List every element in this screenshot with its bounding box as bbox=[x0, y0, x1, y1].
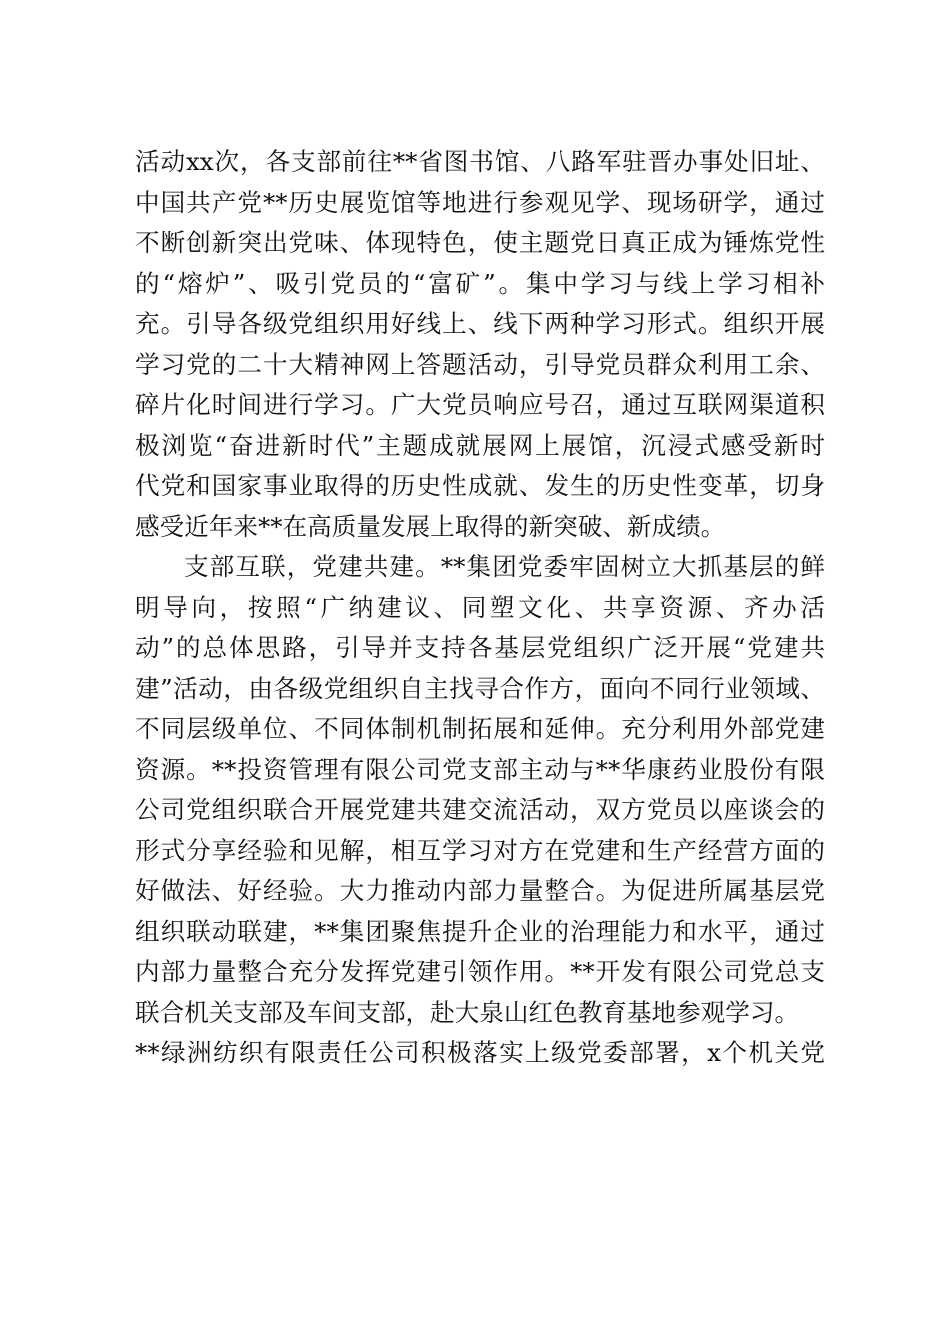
text-line: 明导向，按照“广纳建议、同塑文化、共享资源、齐办活 bbox=[135, 592, 825, 622]
text-line: 不同层级单位、不同体制机制拓展和延伸。充分利用外部党建 bbox=[135, 714, 825, 743]
text-line: 联合机关支部及车间支部，赴大泉山红色教育基地参观学习。 bbox=[135, 997, 800, 1027]
text-line: 活动xx次，各支部前往**省图书馆、八路军驻晋办事处旧址、 bbox=[135, 147, 825, 176]
text-line: 组织联动联建，**集团聚焦提升企业的治理能力和水平，通过 bbox=[135, 916, 825, 946]
text-line: 公司党组织联合开展党建共建交流活动，双方党员以座谈会的 bbox=[135, 795, 825, 824]
text-line: 感受近年来**在高质量发展上取得的新突破、新成绩。 bbox=[135, 511, 726, 541]
text-line: 资源。**投资管理有限公司党支部主动与**华康药业股份有限 bbox=[135, 754, 825, 784]
text-line: 极浏览“奋进新时代”主题成就展网上展馆，沉浸式感受新时 bbox=[135, 430, 825, 460]
body-text bbox=[135, 142, 825, 1074]
text-line: 碎片化时间进行学习。广大党员响应号召，通过互联网渠道积 bbox=[135, 390, 825, 419]
text-line: 建”活动，由各级党组织自主找寻合作方，面向不同行业领域、 bbox=[135, 673, 825, 703]
text-line: 学习党的二十大精神网上答题活动，引导党员群众利用工余、 bbox=[135, 349, 825, 379]
text-line: 支部互联，党建共建。**集团党委牢固树立大抓基层的鲜 bbox=[184, 552, 825, 581]
text-line: 充。引导各级党组织用好线上、线下两种学习形式。组织开展 bbox=[135, 309, 825, 338]
paragraph-2 bbox=[135, 547, 825, 1074]
text-line: 代党和国家事业取得的历史性成就、发生的历史性变革，切身 bbox=[135, 471, 825, 500]
text-line: **绿洲纺织有限责任公司积极落实上级党委部署，x个机关党 bbox=[135, 1038, 825, 1067]
text-line: 内部力量整合充分发挥党建引领作用。**开发有限公司党总支 bbox=[135, 957, 825, 986]
text-line: 不断创新突出党味、体现特色，使主题党日真正成为锤炼党性 bbox=[135, 228, 825, 257]
text-line: 动”的总体思路，引导并支持各基层党组织广泛开展“党建共 bbox=[135, 633, 825, 662]
text-line: 中国共产党**历史展览馆等地进行参观见学、现场研学，通过 bbox=[135, 187, 825, 217]
text-line: 形式分享经验和见解，相互学习对方在党建和生产经营方面的 bbox=[135, 835, 825, 865]
text-line: 的“熔炉”、吸引党员的“富矿”。集中学习与线上学习相补 bbox=[135, 268, 825, 298]
paragraph-1 bbox=[135, 142, 825, 547]
text-line: 好做法、好经验。大力推动内部力量整合。为促进所属基层党 bbox=[135, 876, 825, 905]
